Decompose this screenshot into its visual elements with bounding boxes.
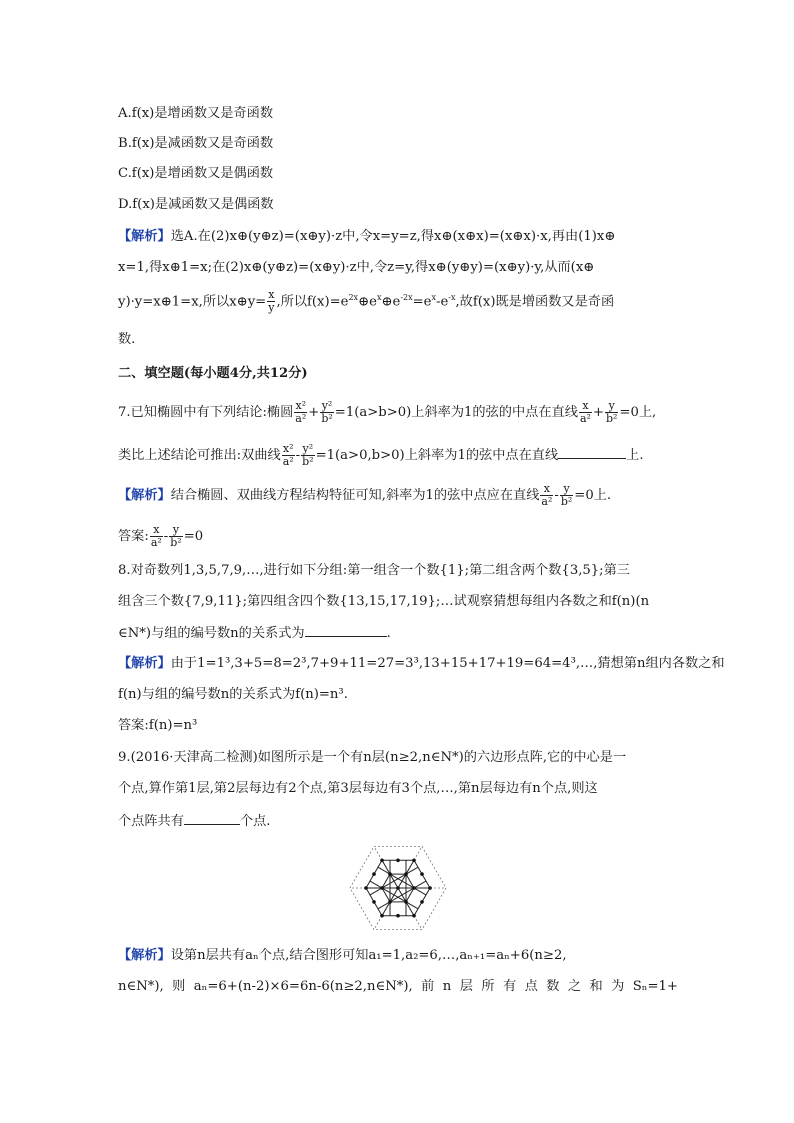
q8-analysis-2: f(n)与组的编号数n的关系式为f(n)=n³. [118,687,348,702]
q9-analysis-2-part: 则 [172,979,186,994]
lattice-point [388,900,392,904]
q9-analysis-2-part: 之 [567,979,582,994]
lattice-line [378,867,426,895]
lattice-point [364,886,368,890]
q9-analysis-2-part: 点 [524,979,538,994]
lattice-line [378,881,426,909]
lattice-point [396,886,400,890]
lattice-point [412,886,416,890]
lattice-point [380,886,384,890]
lattice-point [412,859,416,863]
lattice-point [372,872,376,876]
lattice-line [370,881,418,909]
lattice-point [372,900,376,904]
lattice-point [428,886,432,890]
q7-line-1: 7.已知椭圆中有下列结论:椭圆 $\frac{\text{x²}}{\text{a²}}$ + $\frac{\text{y²}}{\text{b²}}$ =1(a>b>0)上斜率为1的弦的中点在直线 $\frac{x}{\text{a²}}$ + $\frac{y}{\text{b²}}$ =0上, [118,399,657,425]
q9-analysis-2-part: 数 [546,979,560,994]
fraction-y2-over-b2: $\frac{\text{y²}}{\text{b²}}$ [321,399,333,425]
q6-analysis-line-1: 【解析】选A.在(2)x⊕(y⊕z)=(x⊕y)·z中,令x=y=z,得x⊕(x⊕x)=(x⊕x)·x,再由(1)x⊕ [118,229,616,244]
q9-analysis-2-part: aₙ=6+(n-2)×6=6n-6(n≥2,n∈N*), [193,979,413,994]
q8-analysis-1: 【解析】由于1=1³,3+5=8=2³,7+9+11=27=3³,13+15+17+19=64=4³,…,猜想第n组内各数之和 [118,656,725,671]
lattice-point [396,914,400,918]
q6-analysis-line-4: 数. [118,332,136,347]
lattice-point [388,872,392,876]
q9-analysis-2-part: 层 [459,979,473,994]
q8-line-2: 组含三个数{7,9,11};第四组含四个数{13,15,17,19};…试观察猜想每组内各数之和f(n)(n [118,594,650,609]
hexagon-dot-lattice-figure [346,838,450,938]
q9-line-2: 个点,算作第1层,第2层每边有2个点,第3层每边有3个点,…,第n层每边有n个点,则这 [118,781,598,796]
lattice-point [404,900,408,904]
lattice-point [380,914,384,918]
q9-analysis-2-part: 所 [481,979,495,994]
q6-analysis-line-2: x=1,得x⊕1=x;在(2)x⊕(y⊕z)=(x⊕y)·z中,令z=y,得x⊕(y⊕y)=(x⊕y)·y,从而(x⊕ [118,260,595,275]
lattice-point [420,872,424,876]
q6-analysis-line-3: y)·y=x⊕1=x,所以x⊕y= $\frac{x}{y}$ ,所以$f(x)=e^{2x}\oplus e^x\oplus e^{-2x}=e^x-e^{-x}$,故f(x)既是增函数又是奇函 [118,288,615,315]
q7-answer-blank[interactable] [558,444,626,459]
q9-analysis-2-part: 为 [611,979,625,994]
q7-answer: 答案: $\frac{x}{\text{a²}}$ - $\frac{y}{\text{b²}}$ =0 [118,523,204,549]
lattice-point [404,872,408,876]
lattice-point [412,914,416,918]
q8-line-1: 8.对奇数列1,3,5,7,9,…,进行如下分组:第一组含一个数{1};第二组含两个数{3,5};第三 [118,563,630,578]
q9-analysis-2-part: 前 [421,979,435,994]
q9-analysis-2-part: 有 [502,979,517,994]
q9-analysis-2-part: n [442,979,452,994]
lattice-line [370,867,418,895]
q8-line-3: ∈N*)与组的编号数n的关系式为 . [118,622,678,644]
option-b: B.f(x)是减函数又是奇函数 [118,136,274,151]
lattice-point [396,859,400,863]
option-a: A.f(x)是增函数又是奇函数 [118,106,274,121]
section-heading: 二、填空题(每小题4分,共12分) [118,366,308,381]
q9-line-1: 9.(2016·天津高二检测)如图所示是一个有n层(n≥2,n∈N*)的六边形点阵,它的中心是一 [118,750,627,765]
option-c: C.f(x)是增函数又是偶函数 [118,166,274,181]
q7-line-2: 类比上述结论可推出:双曲线 $\frac{\text{x²}}{\text{a²}}$ - $\frac{\text{y²}}{\text{b²}}$ =1(a>0,b>0)上斜率为1的弦中点在直线 上. [118,442,644,468]
q8-answer: 答案:f(n)=n³ [118,718,198,733]
fraction-x2-over-a2: $\frac{\text{x²}}{\text{a²}}$ [295,399,307,425]
q9-analysis-2 [118,977,678,997]
option-d: D.f(x)是减函数又是偶函数 [118,197,274,212]
lattice-point [380,859,384,863]
q9-analysis-1: 【解析】设第n层共有aₙ个点,结合图形可知a₁=1,a₂=6,…,aₙ₊₁=aₙ+6(n≥2, [118,948,567,963]
q8-answer-blank[interactable] [305,622,387,637]
q9-analysis-2-part: 和 [589,979,603,994]
fraction-x-over-y: $\frac{x}{y}$ [268,288,275,315]
q9-analysis-2-part: n∈N*), [118,979,164,994]
analysis-tag: 【解析】 [118,229,171,244]
q9-line-3: 个点阵共有 个点. [118,810,678,832]
q9-answer-blank[interactable] [184,810,240,825]
q9-analysis-2-part: Sₙ=1+ [632,979,678,994]
q7-analysis: 【解析】结合椭圆、双曲线方程结构特征可知,斜率为1的弦中点应在直线 $\frac{x}{\text{a²}}$ - $\frac{y}{\text{b²}}$ =0上. [118,482,612,508]
lattice-point [420,900,424,904]
